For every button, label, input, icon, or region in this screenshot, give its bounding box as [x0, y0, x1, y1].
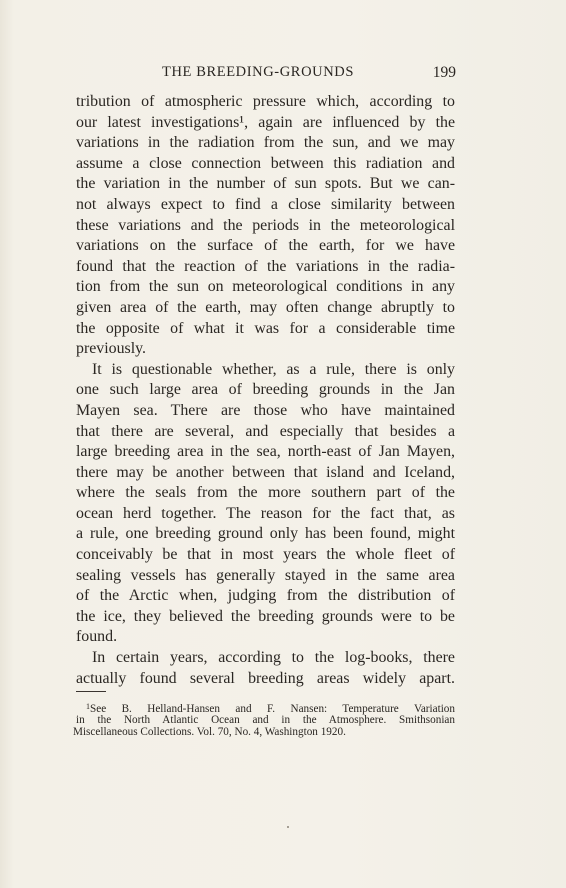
page-header	[76, 64, 456, 84]
footnote-text: See B. Helland-Hansen and F. Nansen: Temperature Variation	[90, 703, 455, 715]
text-line: In certain years, according to the log-books, there	[92, 649, 455, 667]
text-line: the opposite of what it was for a considerable time	[76, 319, 455, 337]
text-line: our latest investigations¹, again are influenced by the	[76, 113, 455, 131]
body-text	[76, 92, 455, 689]
text-line: not always expect to find a close similarity between	[76, 195, 455, 213]
text-line: conceivably be that in most years the whole fleet of	[76, 546, 455, 564]
footnote	[73, 701, 455, 739]
text-line: the variation in the number of sun spots. But we can-	[76, 175, 455, 193]
text-line: where the seals from the more southern part of the	[76, 484, 455, 502]
text-line: large breeding area in the sea, north-east of Jan Mayen,	[76, 443, 455, 461]
text-line: found that the reaction of the variations in the radia-	[76, 257, 455, 275]
text-line: a rule, one breeding ground only has been found, might	[76, 525, 455, 543]
running-head: THE BREEDING-GROUNDS	[162, 64, 355, 80]
footnote-line: in the North Atlantic Ocean and in the Atmosphere. Smithsonian	[76, 713, 455, 726]
text-line: found.	[76, 628, 118, 646]
text-line: previously.	[76, 340, 147, 358]
text-line: sealing vessels has generally stayed in the same area	[76, 566, 455, 584]
text-line: one such large area of breeding grounds in the Jan	[76, 381, 455, 399]
footnote-rule	[76, 691, 106, 692]
paper-speck	[287, 826, 289, 828]
footnote-line	[76, 701, 455, 714]
text-line: actually found several breeding areas widely apart.	[76, 669, 455, 687]
footnote-marker: 1	[86, 702, 90, 711]
text-line: assume a close connection between this radiation and	[76, 154, 455, 172]
footnote-line: Miscellaneous Collections. Vol. 70, No. 4, Washington 1920.	[73, 726, 346, 738]
text-line: variations on the surface of the earth, for we have	[76, 237, 455, 255]
text-line: tion from the sun on meteorological conditions in any	[76, 278, 455, 296]
text-line: Mayen sea. There are those who have maintained	[76, 401, 455, 419]
page-number: 199	[432, 64, 456, 81]
text-line: variations in the radiation from the sun, and we may	[76, 134, 455, 152]
text-line: ocean herd together. The reason for the fact that, as	[76, 504, 455, 522]
text-line: there may be another between that island and Iceland,	[76, 463, 455, 481]
text-line: tribution of atmospheric pressure which, according to	[76, 93, 455, 110]
text-line: It is questionable whether, as a rule, there is only	[92, 360, 455, 378]
text-line: of the Arctic when, judging from the distribution of	[76, 587, 455, 605]
text-line: given area of the earth, may often change abruptly to	[76, 298, 455, 316]
text-line: that there are several, and especially that besides a	[76, 422, 455, 440]
text-line: the ice, they believed the breeding grounds were to be	[76, 607, 455, 625]
text-line: these variations and the periods in the meteorological	[76, 216, 455, 234]
